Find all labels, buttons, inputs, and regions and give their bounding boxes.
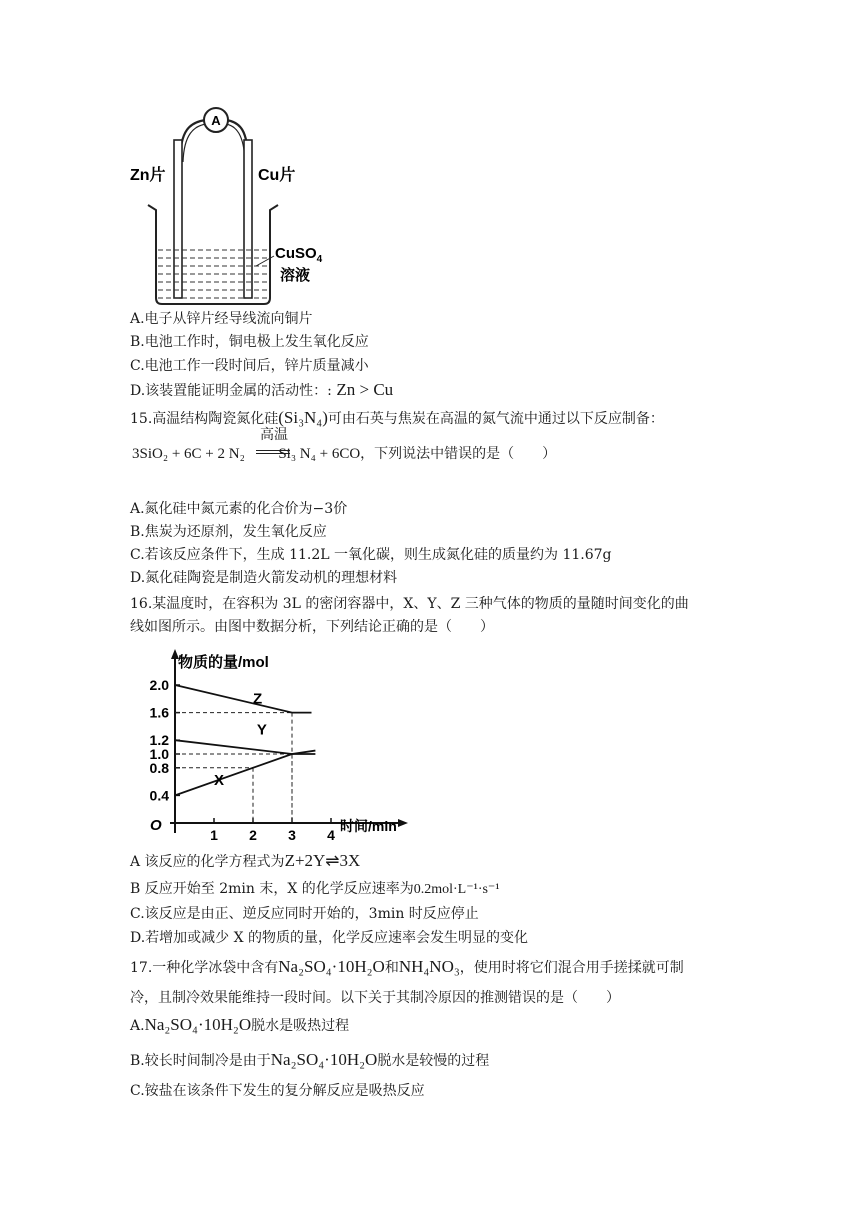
- q17-option-b-text: B.较长时间制冷是由于: [130, 1053, 271, 1069]
- q17-option-b-tail: 脱水是较慢的过程: [377, 1053, 490, 1069]
- x-tick-label-0: 1: [210, 827, 218, 843]
- series-line-Z: [175, 685, 312, 713]
- q17-stem-line1: [130, 957, 684, 978]
- q16-option-c: C.该反应是由正、逆反应同时开始的，3min 时反应停止: [130, 906, 479, 922]
- q17-stem-part3: ，使用时将它们混合用手搓揉就可制: [459, 960, 684, 976]
- y-tick-label-3: 1.0: [149, 746, 169, 762]
- galvanic-cell-diagram: [128, 100, 368, 305]
- q14-option-a: A.电子从锌片经导线流向铜片: [130, 311, 313, 327]
- q16-stem-line2: 线如图所示。由图中数据分析，下列结论正确的是（ ）: [130, 619, 494, 635]
- q15-reaction-right: Si₃ N₄ + 6CO: [278, 446, 361, 462]
- q16-option-a-formula: Z+2Y⇌3X: [284, 851, 361, 870]
- series-label-Z: Z: [253, 690, 263, 708]
- q17-stem-formula1: Na₂SO₄·10H₂O: [278, 957, 385, 976]
- q17-option-a-prefix: A.: [130, 1018, 145, 1034]
- y-tick-label-2: 1.2: [149, 732, 169, 749]
- q15-reaction-tail: ，下列说法中错误的是（ ）: [360, 446, 557, 462]
- chart-xlabel: 时间/min: [340, 818, 397, 834]
- x-tick-label-2: 3: [288, 827, 296, 843]
- y-tick-label-5: 0.4: [149, 787, 169, 804]
- q14-option-d: [130, 380, 393, 401]
- q16-option-b-formula: 0.2mol·L⁻¹·s⁻¹: [413, 882, 500, 897]
- series-label-X: X: [214, 772, 225, 790]
- q15-option-c: C.若该反应条件下，生成 11.2L 一氧化碳，则生成氮化硅的质量约为 11.67g: [130, 547, 612, 563]
- zinc-label: Zn片: [130, 167, 166, 184]
- q17-option-a-formula: Na₂SO₄·10H₂O: [144, 1015, 252, 1034]
- mole-time-chart: [130, 645, 430, 845]
- svg-text:CuSO4: [275, 245, 323, 265]
- y-tick-label-4: 0.8: [149, 759, 169, 776]
- ammeter-label: A: [211, 113, 221, 128]
- solution-label: CuSO: [275, 245, 317, 262]
- q17-option-a-text: 脱水是吸热过程: [251, 1018, 350, 1034]
- y-tick-label-0: 2.0: [149, 677, 169, 693]
- solution-label-sub: 4: [316, 254, 323, 265]
- q16-option-d: D.若增加或减少 X 的物质的量，化学反应速率会发生明显的变化: [130, 930, 529, 946]
- series-line-Y: [175, 740, 315, 754]
- q14-option-d-text: D.该装置能证明金属的活动性：:: [130, 383, 332, 399]
- q14-option-d-formula: Zn > Cu: [336, 380, 394, 399]
- chart-ylabel: 物质的量/mol: [178, 654, 269, 671]
- q17-stem-formula2: NH₄NO₃: [398, 957, 460, 976]
- q17-stem-line2: 冷，且制冷效果能维持一段时间。以下关于其制冷原因的推测错误的是（ ）: [130, 990, 620, 1006]
- q17-option-a: [130, 1015, 349, 1036]
- q17-option-b-formula: Na₂SO₄·10H₂O: [270, 1050, 378, 1069]
- series-label-Y: Y: [256, 721, 267, 739]
- q14-option-c: C.电池工作一段时间后，锌片质量减小: [130, 358, 369, 374]
- chart-origin: O: [150, 817, 162, 834]
- q16-option-a: [130, 851, 360, 872]
- q15-stem-formula: (Si₃N₄): [278, 408, 328, 427]
- q16-option-b-text: B 反应开始至 2min 末，X 的化学反应速率为: [130, 881, 414, 897]
- q15-reaction-left: 3SiO₂ + 6C + 2 N₂: [132, 446, 245, 462]
- q15-reaction-condition: 高温: [260, 427, 288, 443]
- x-tick-label-1: 2: [249, 827, 257, 843]
- q15-option-d: D.氮化硅陶瓷是制造火箭发动机的理想材料: [130, 570, 398, 586]
- q15-stem: [130, 408, 664, 429]
- q16-option-b: [130, 879, 500, 900]
- solution-label-2: 溶液: [280, 267, 311, 284]
- x-tick-label-3: 4: [327, 827, 335, 843]
- q17-stem-part1: 17.一种化学冰袋中含有: [130, 960, 279, 976]
- q16-option-a-text: A 该反应的化学方程式为: [130, 854, 285, 870]
- beaker: [148, 205, 278, 304]
- q14-option-b: B.电池工作时，铜电极上发生氧化反应: [130, 334, 369, 350]
- copper-label: Cu片: [258, 167, 296, 184]
- q15-option-b: B.焦炭为还原剂，发生氧化反应: [130, 524, 327, 540]
- q16-stem-line1: 16.某温度时，在容积为 3L 的密闭容器中，X、Y、Z 三种气体的物质的量随时间变化的曲: [130, 596, 689, 612]
- q15-stem-part1: 15.高温结构陶瓷氮化硅: [130, 411, 279, 427]
- q15-option-a: A.氮化硅中氮元素的化合价为−3价: [130, 501, 348, 517]
- q15-reaction: [132, 443, 556, 463]
- q17-option-c: C.铵盐在该条件下发生的复分解反应是吸热反应: [130, 1083, 425, 1099]
- y-tick-label-1: 1.6: [149, 704, 169, 721]
- q15-stem-part2: 可由石英与焦炭在高温的氮气流中通过以下反应制备：: [327, 411, 664, 427]
- series-line-X: [175, 751, 315, 796]
- q17-option-b: [130, 1050, 489, 1071]
- q17-stem-part2: 和: [384, 960, 399, 976]
